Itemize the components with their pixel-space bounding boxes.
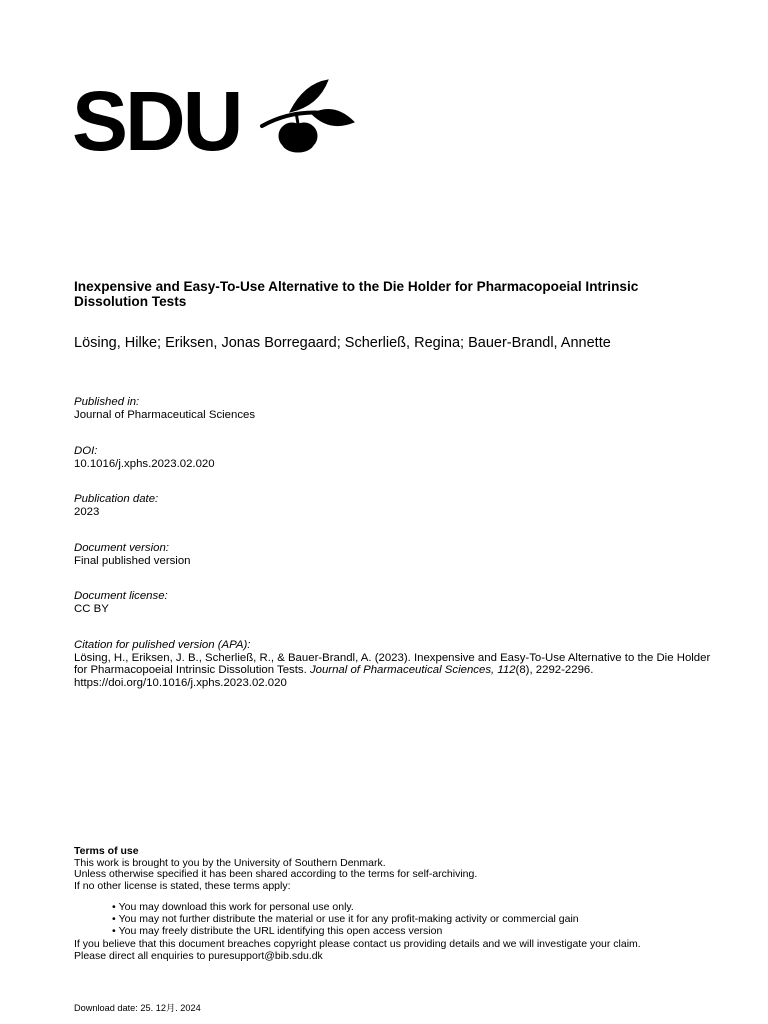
citation-rest[interactable]: (8), 2292-2296. https://doi.org/10.1016/j.xphs.2023.02.020 — [74, 664, 594, 689]
published-in-value: Journal of Pharmaceutical Sciences — [74, 408, 256, 421]
sdu-logo — [72, 78, 362, 158]
citation-journal: Journal of Pharmaceutical Sciences — [309, 664, 492, 676]
authors: Lösing, Hilke; Eriksen, Jonas Borregaard; Scherließ, Regina; Bauer-Brandl, Annette — [74, 335, 611, 351]
terms-line: This work is brought to you by the University of Southern Denmark. — [74, 856, 386, 869]
publication-date-section — [74, 493, 734, 518]
publication-date-label: Publication date: — [74, 493, 159, 505]
apple-branch-icon — [262, 80, 354, 152]
citation-section — [74, 639, 719, 689]
sdu-logo-text: SDU — [72, 78, 241, 158]
terms-bullet-list — [112, 902, 734, 937]
citation-part1: Lösing, H., Eriksen, J. B., Scherließ, R., & Bauer-Brandl, A. (2023). Inexpensive and Easy-To-Use Alternative to the Die Holder for Pharmacopoeial Intrinsic Dissolution Tests. — [74, 651, 711, 676]
document-version-section — [74, 542, 734, 567]
citation-sep: , — [491, 664, 498, 676]
terms-contact-line[interactable]: Please direct all enquiries to puresupport@bib.sdu.dk — [74, 949, 323, 962]
terms-bullet: • You may freely distribute the URL identifying this open access version — [112, 926, 734, 938]
doi-section — [74, 445, 734, 470]
terms-line: If no other license is stated, these terms apply: — [74, 879, 291, 892]
published-in-label: Published in: — [74, 396, 140, 408]
terms-of-use — [74, 846, 734, 962]
citation-volume: 112 — [497, 664, 516, 676]
terms-bullet: • You may download this work for personal use only. — [112, 902, 734, 914]
terms-line: Unless otherwise specified it has been shared according to the terms for self-archiving. — [74, 868, 478, 881]
document-version-label: Document version: — [74, 542, 169, 554]
document-license-value: CC BY — [74, 602, 109, 615]
citation-label: Citation for pulished version (APA): — [74, 639, 251, 651]
document-version-value: Final published version — [74, 554, 191, 567]
terms-footer-line: If you believe that this document breaches copyright please contact us providing details and we will investigate your claim. — [74, 938, 641, 951]
download-date: Download date: 25. 12月. 2024 — [74, 1003, 201, 1013]
published-in-section — [74, 396, 734, 421]
document-license-section — [74, 590, 734, 615]
citation-text — [74, 652, 719, 690]
terms-heading: Terms of use — [74, 845, 139, 857]
doi-value[interactable]: 10.1016/j.xphs.2023.02.020 — [74, 457, 215, 470]
doi-label: DOI: — [74, 445, 98, 457]
terms-bullet: • You may not further distribute the material or use it for any profit-making activity or commercial gain — [112, 914, 734, 926]
document-license-label: Document license: — [74, 590, 168, 602]
publication-date-value: 2023 — [74, 505, 100, 518]
document-title: Inexpensive and Easy-To-Use Alternative to the Die Holder for Pharmacopoeial Intrinsic Dissolution Tests — [74, 279, 639, 309]
